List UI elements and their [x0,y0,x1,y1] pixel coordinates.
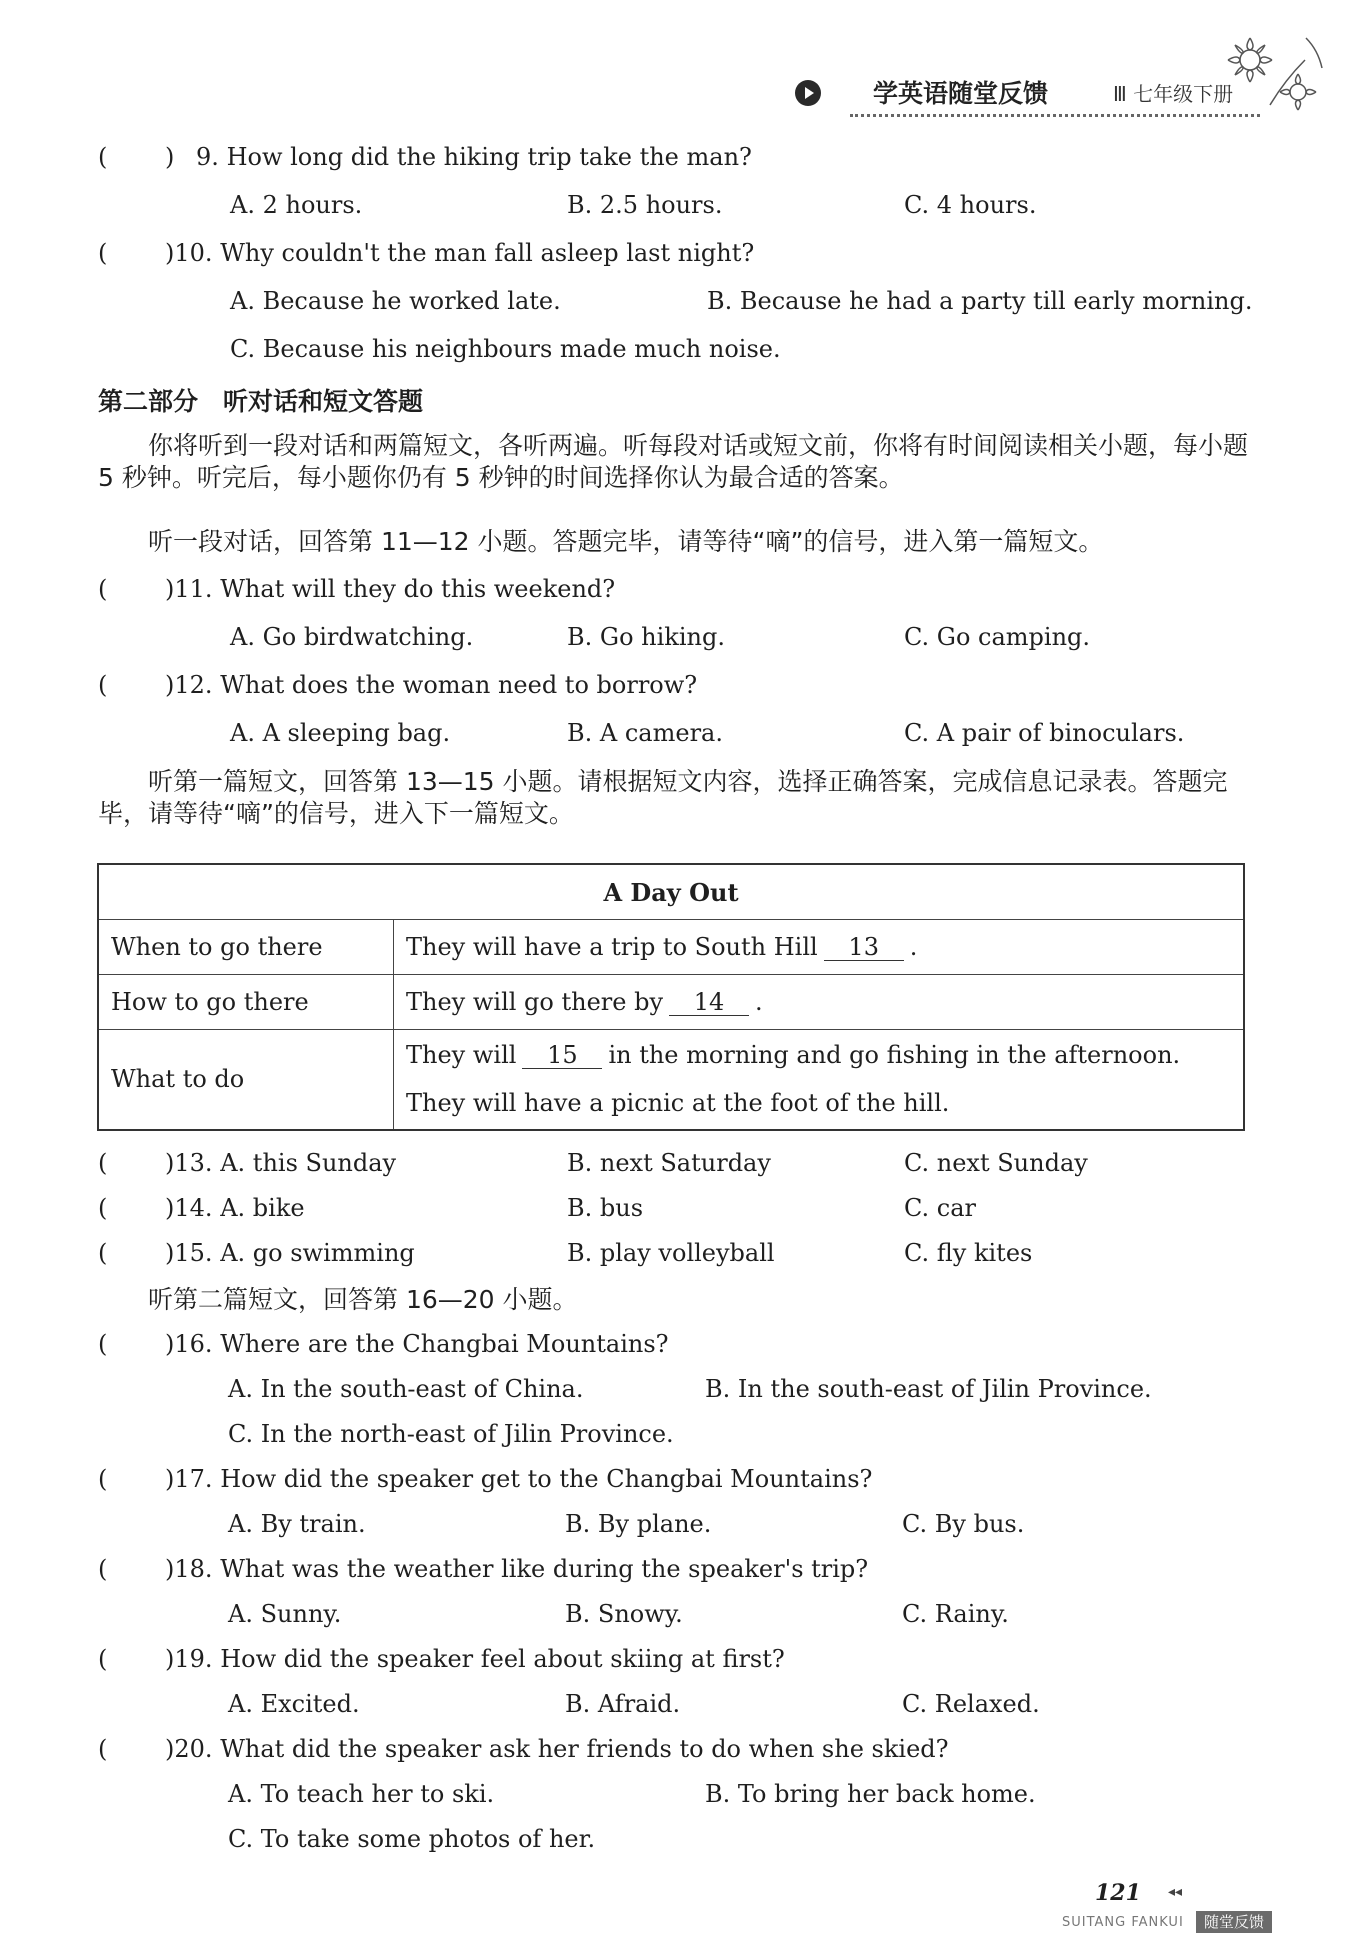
answer-paren-open: ( [98,143,108,171]
row-content: They will go there by 14 . [394,975,1245,1030]
question-text: What did the speaker ask her friends to do when she skied? [220,1735,949,1763]
question-19 [98,1644,785,1674]
row-label: When to go there [98,920,394,975]
option-b: B. A camera. [567,719,723,747]
question-number: 20. [174,1735,213,1763]
blank-14[interactable]: 14 [669,989,749,1016]
answer-paren-open: ( [98,1194,108,1222]
option-c: C. 4 hours. [904,191,1037,219]
option-b: B. 2.5 hours. [567,191,723,219]
dialog-instruction: 听一段对话，回答第 11—12 小题。答题完毕，请等待“嘀”的信号，进入第一篇短文。 [148,527,1104,556]
row-content: They will 15 in the morning and go fishing in the afternoon. They will have a picnic at the foot of the hill. [394,1030,1245,1130]
option-a: A. go swimming [220,1239,415,1267]
option-a: A. By train. [228,1510,366,1538]
option-b: B. By plane. [565,1510,712,1538]
option-c: C. car [904,1194,976,1222]
answer-paren-close: ) [165,239,175,267]
question-12 [98,670,697,700]
option-c: C. Relaxed. [902,1690,1040,1718]
option-b: B. next Saturday [567,1149,771,1177]
question-10 [98,238,754,268]
question-text: How did the speaker get to the Changbai Mountains? [220,1465,873,1493]
table-row [98,975,1244,1030]
option-a: A. this Sunday [220,1149,397,1177]
brand-pinyin: SUITANG FANKUI [1062,1915,1184,1930]
answer-paren-close: ) [165,1194,175,1222]
passage2-instruction: 听第二篇短文，回答第 16—20 小题。 [148,1285,578,1314]
option-a: A. Sunny. [228,1600,342,1628]
answer-paren-open: ( [98,1555,108,1583]
question-18 [98,1554,868,1584]
option-b: B. In the south-east of Jilin Province. [705,1375,1152,1403]
passage1-instruction: 听第一篇短文，回答第 13—15 小题。请根据短文内容，选择正确答案，完成信息记录表。答题完毕，请等待“嘀”的信号，进入下一篇短文。 [98,767,1228,828]
option-a: A. A sleeping bag. [230,719,451,747]
option-c: C. In the north-east of Jilin Province. [228,1420,674,1448]
answer-paren-close: ) [165,671,175,699]
brand-label: 随堂反馈 [1196,1911,1272,1933]
question-number: 17. [174,1465,213,1493]
question-9 [98,142,752,172]
page-number: 121 [1095,1880,1141,1906]
option-b: B. play volleyball [567,1239,775,1267]
book-subtitle: Ⅲ 七年级下册 [1113,82,1234,106]
question-text: What does the woman need to borrow? [220,671,698,699]
table-row [98,920,1244,975]
answer-paren-open: ( [98,1239,108,1267]
question-16 [98,1329,669,1359]
question-13 [98,1148,396,1178]
option-b: B. Snowy. [565,1600,683,1628]
row-label: How to go there [98,975,394,1030]
row-content-line2: They will have a picnic at the foot of the hill. [406,1089,950,1118]
answer-paren-open: ( [98,1645,108,1673]
option-a: A. bike [220,1194,305,1222]
question-text: What was the weather like during the speaker's trip? [220,1555,869,1583]
play-icon [795,80,821,106]
question-number: 11. [174,575,213,603]
question-number: 15. [174,1239,213,1267]
option-c: C. By bus. [902,1510,1025,1538]
option-a: A. In the south-east of China. [228,1375,584,1403]
arrow-left-icon: ◂◂ [1168,1884,1183,1900]
info-record-table [97,863,1245,1131]
option-c: C. next Sunday [904,1149,1088,1177]
header-dotted-rule [850,114,1260,117]
answer-paren-open: ( [98,1330,108,1358]
answer-paren-open: ( [98,575,108,603]
question-17 [98,1464,872,1494]
question-number: 10. [174,239,213,267]
answer-paren-open: ( [98,1149,108,1177]
book-title: 学英语随堂反馈 [873,79,1049,108]
question-number: 9. [196,143,219,171]
blank-13[interactable]: 13 [824,934,904,961]
answer-paren-close: ) [165,1555,175,1583]
answer-paren-close: ) [165,1735,175,1763]
flower-decoration-icon [1210,20,1330,130]
table-row [98,1030,1244,1130]
question-15 [98,1238,415,1268]
table-title: A Day Out [98,864,1244,920]
question-number: 16. [174,1330,213,1358]
option-a: A. Go birdwatching. [230,623,474,651]
option-b: B. To bring her back home. [705,1780,1036,1808]
option-c: C. Because his neighbours made much noise. [230,335,781,363]
question-number: 14. [174,1194,213,1222]
option-c: C. Rainy. [902,1600,1009,1628]
section-heading: 第二部分 听对话和短文答题 [98,387,424,416]
question-20 [98,1734,949,1764]
question-14 [98,1193,305,1223]
answer-paren-close: ) [165,1330,175,1358]
option-b: B. Afraid. [565,1690,681,1718]
answer-paren-close: ) [165,1239,175,1267]
answer-paren-close: ) [165,143,175,171]
option-b: B. Because he had a party till early morning. [707,287,1253,315]
question-text: Where are the Changbai Mountains? [220,1330,669,1358]
option-a: A. Excited. [228,1690,360,1718]
answer-paren-open: ( [98,1735,108,1763]
question-number: 13. [174,1149,213,1177]
question-text: What will they do this weekend? [220,575,616,603]
section-intro: 你将听到一段对话和两篇短文，各听两遍。听每段对话或短文前，你将有时间阅读相关小题，每小题 5 秒钟。听完后，每小题你仍有 5 秒钟的时间选择你认为最合适的答案。 [98,431,1249,492]
answer-paren-open: ( [98,671,108,699]
option-a: A. Because he worked late. [230,287,561,315]
answer-paren-close: ) [165,575,175,603]
option-b: B. Go hiking. [567,623,725,651]
option-c: C. fly kites [904,1239,1033,1267]
answer-paren-open: ( [98,1465,108,1493]
option-a: A. To teach her to ski. [228,1780,495,1808]
answer-paren-close: ) [165,1465,175,1493]
answer-paren-close: ) [165,1645,175,1673]
option-a: A. 2 hours. [230,191,363,219]
answer-paren-open: ( [98,239,108,267]
question-number: 12. [174,671,213,699]
question-text: How long did the hiking trip take the man? [226,143,752,171]
row-label: What to do [98,1030,394,1130]
option-b: B. bus [567,1194,644,1222]
row-content: They will have a trip to South Hill 13 . [394,920,1245,975]
blank-15[interactable]: 15 [522,1042,602,1069]
question-11 [98,574,615,604]
question-number: 18. [174,1555,213,1583]
question-text: How did the speaker feel about skiing at first? [220,1645,785,1673]
question-number: 19. [174,1645,213,1673]
question-text: Why couldn't the man fall asleep last night? [220,239,755,267]
option-c: C. A pair of binoculars. [904,719,1185,747]
option-c: C. Go camping. [904,623,1091,651]
running-header [795,74,1265,114]
option-c: C. To take some photos of her. [228,1825,596,1853]
answer-paren-close: ) [165,1149,175,1177]
